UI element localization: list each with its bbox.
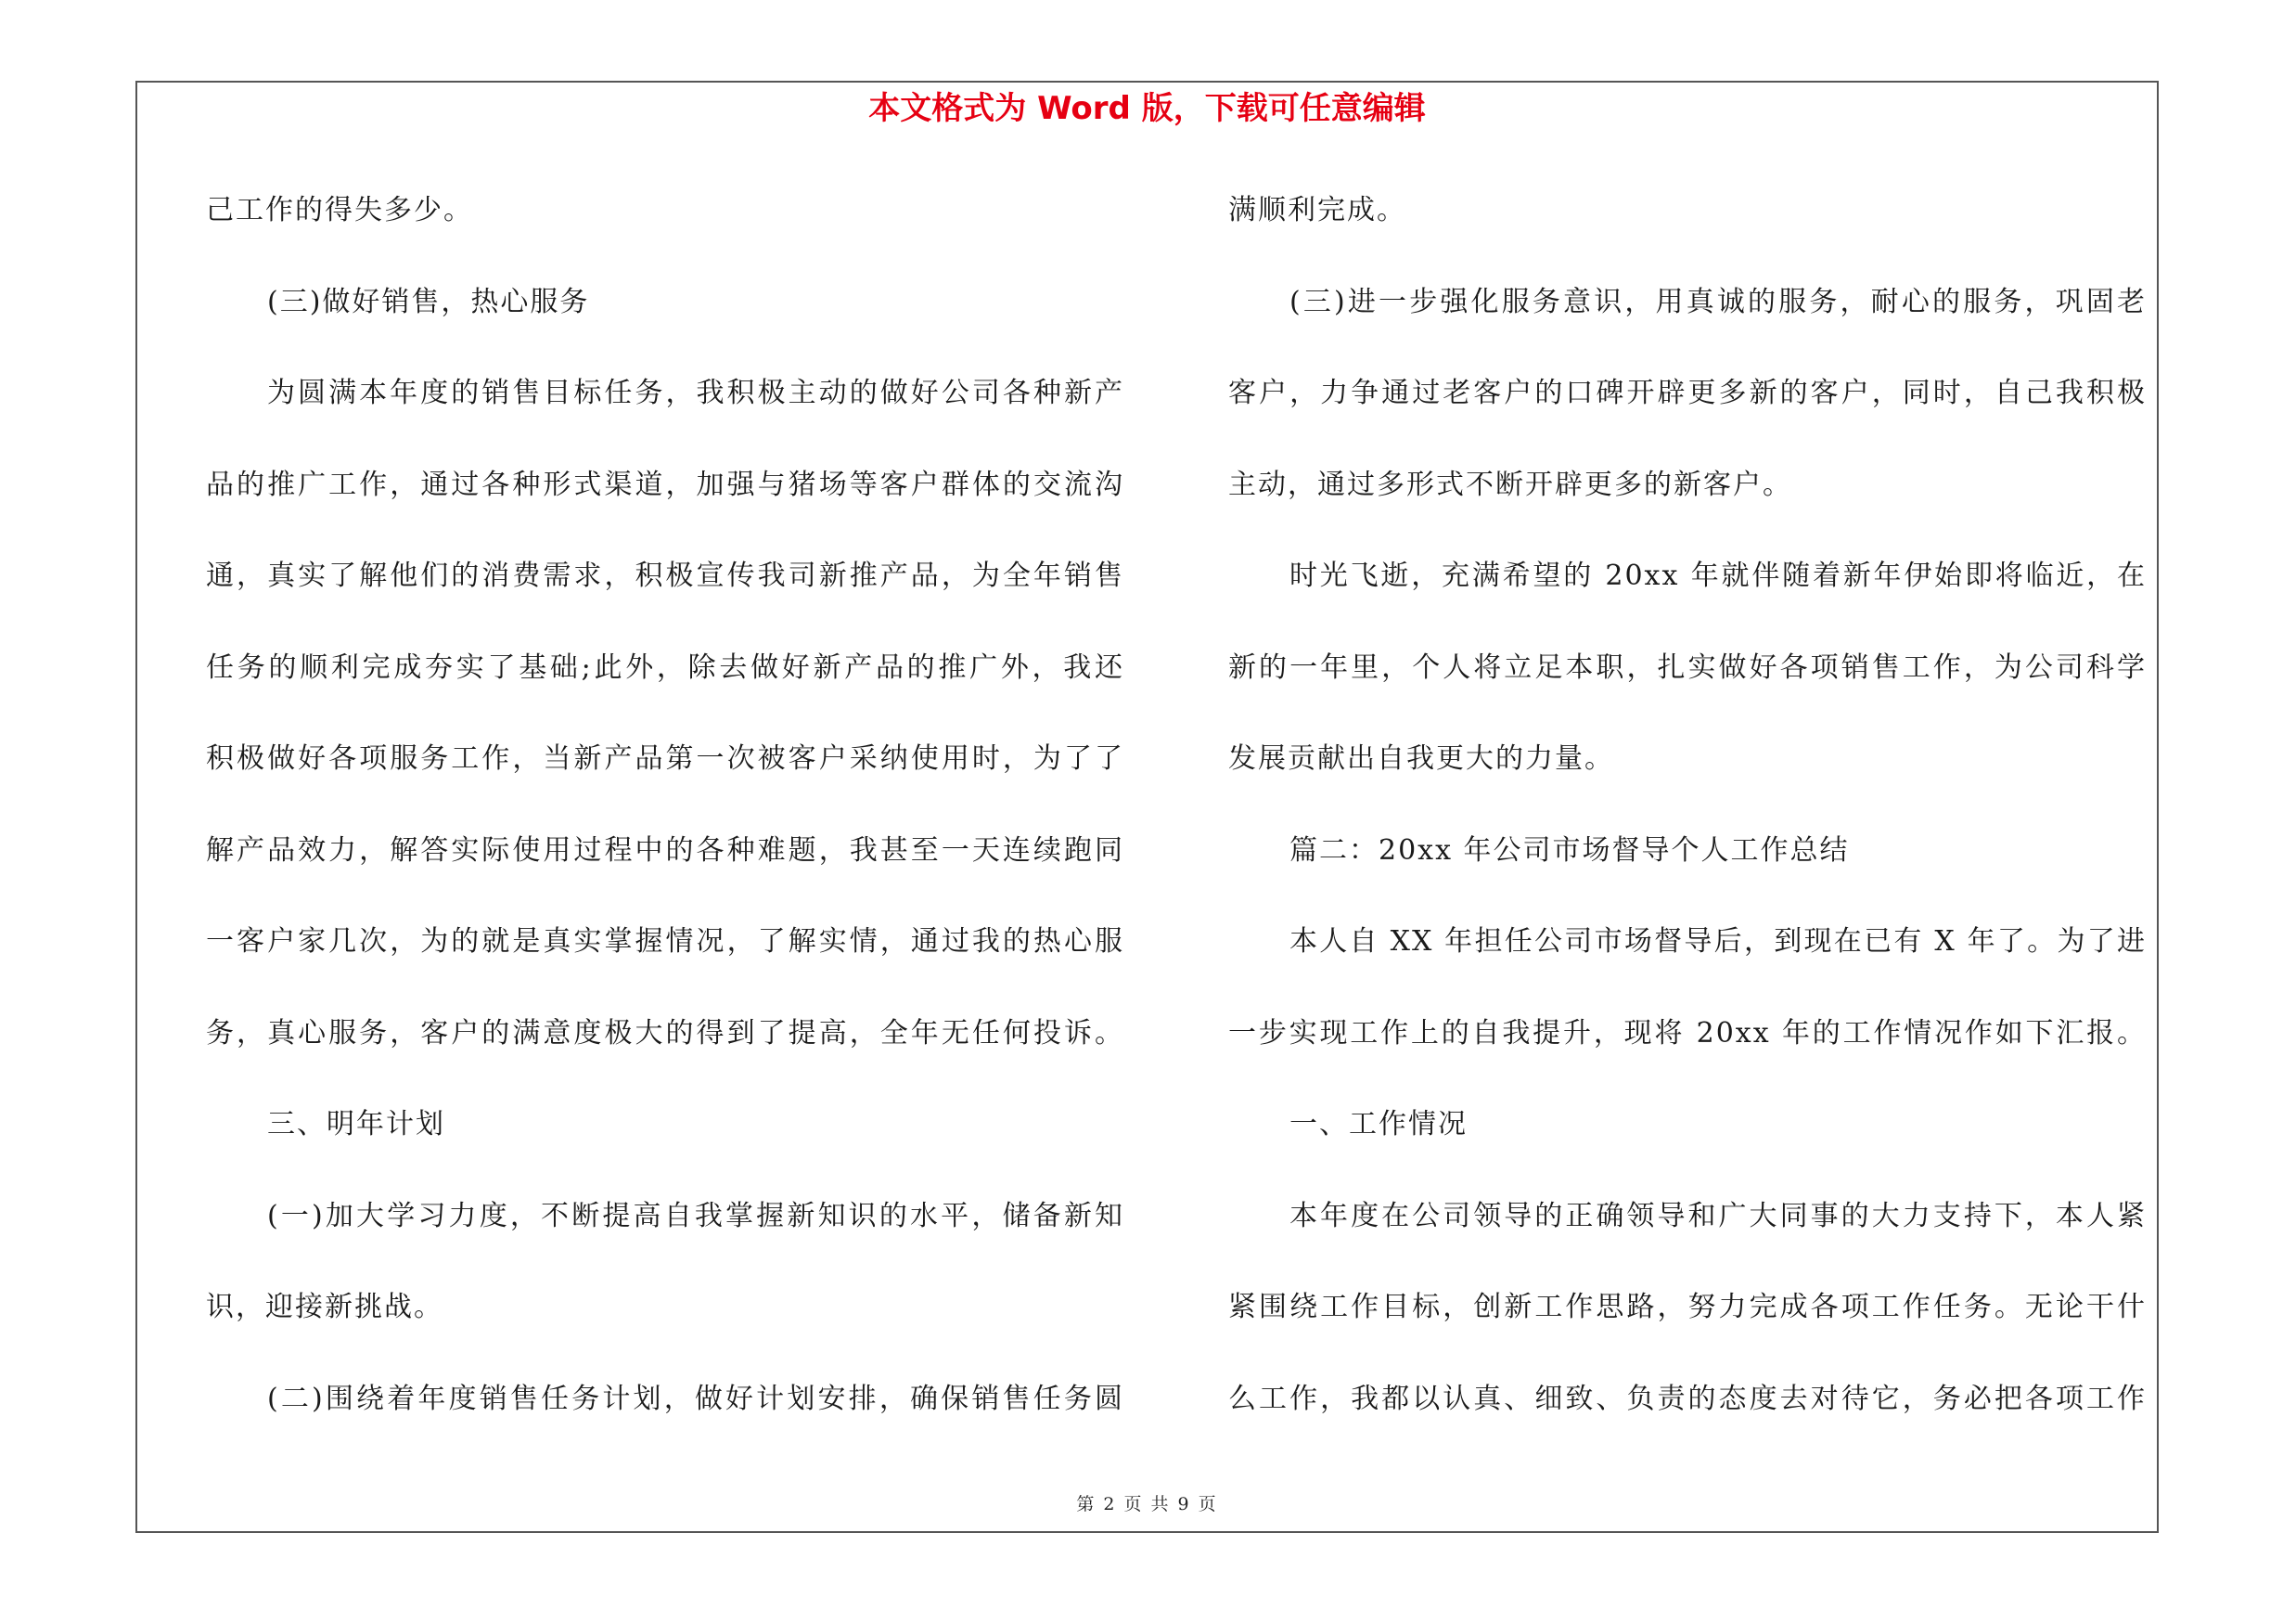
text-line: 品的推广工作，通过各种形式渠道，加强与猪场等客户群体的交流沟 bbox=[206, 468, 1124, 501]
text-line: 一步实现工作上的自我提升，现将 20xx 年的工作情况作如下汇报。 bbox=[1228, 1016, 2147, 1050]
text-line: (二)围绕着年度销售任务计划，做好计划安排，确保销售任务圆 bbox=[267, 1382, 1124, 1415]
right-column bbox=[1228, 183, 2147, 1462]
article-heading: 篇二：20xx 年公司市场督导个人工作总结 bbox=[1289, 833, 1850, 867]
text-line: 通，真实了解他们的消费需求，积极宣传我司新推产品，为全年销售 bbox=[206, 560, 1124, 592]
text-line: (三)进一步强化服务意识，用真诚的服务，耐心的服务，巩固老 bbox=[1289, 285, 2147, 318]
text-line: 任务的顺利完成夯实了基础;此外，除去做好新产品的推广外，我还 bbox=[206, 650, 1124, 684]
text-line: 新的一年里，个人将立足本职，扎实做好各项销售工作，为公司科学 bbox=[1228, 650, 2147, 684]
text-line: 主动，通过多形式不断开辟更多的新客户。 bbox=[1228, 468, 1792, 501]
text-line: 紧围绕工作目标，创新工作思路，努力完成各项工作任务。无论干什 bbox=[1228, 1291, 2147, 1323]
page-number-footer: 第 2 页 共 9 页 bbox=[1076, 1494, 1218, 1514]
subsection-heading: (三)做好销售，热心服务 bbox=[267, 285, 590, 318]
text-line: 识，迎接新挑战。 bbox=[206, 1291, 443, 1323]
text-line: 么工作，我都以认真、细致、负责的态度去对待它，务必把各项工作 bbox=[1228, 1382, 2147, 1415]
text-line: 己工作的得失多少。 bbox=[206, 194, 473, 226]
text-line: 本人自 XX 年担任公司市场督导后，到现在已有 X 年了。为了进 bbox=[1289, 925, 2147, 958]
text-line: 为圆满本年度的销售目标任务，我积极主动的做好公司各种新产 bbox=[267, 377, 1124, 409]
section-heading: 三、明年计划 bbox=[267, 1108, 445, 1140]
text-line: 一客户家几次，为的就是真实掌握情况，了解实情，通过我的热心服 bbox=[206, 925, 1124, 958]
text-line: 满顺利完成。 bbox=[1228, 194, 1406, 226]
left-column bbox=[206, 183, 1124, 1462]
text-line: 解产品效力，解答实际使用过程中的各种难题，我甚至一天连续跑同 bbox=[206, 833, 1124, 867]
word-format-banner: 本文格式为 Word 版，下载可任意编辑 bbox=[868, 90, 1426, 127]
text-line: 时光飞逝，充满希望的 20xx 年就伴随着新年伊始即将临近，在 bbox=[1289, 560, 2147, 592]
text-line: 客户，力争通过老客户的口碑开辟更多新的客户，同时，自己我积极 bbox=[1228, 377, 2147, 409]
text-line: 务，真心服务，客户的满意度极大的得到了提高，全年无任何投诉。 bbox=[206, 1016, 1124, 1050]
text-line: 发展贡献出自我更大的力量。 bbox=[1228, 742, 1614, 775]
section-heading: 一、工作情况 bbox=[1289, 1108, 1468, 1140]
text-line: (一)加大学习力度，不断提高自我掌握新知识的水平，储备新知 bbox=[267, 1199, 1124, 1232]
text-line: 积极做好各项服务工作，当新产品第一次被客户采纳使用时，为了了 bbox=[206, 742, 1124, 775]
text-line: 本年度在公司领导的正确领导和广大同事的大力支持下，本人紧 bbox=[1289, 1199, 2147, 1232]
